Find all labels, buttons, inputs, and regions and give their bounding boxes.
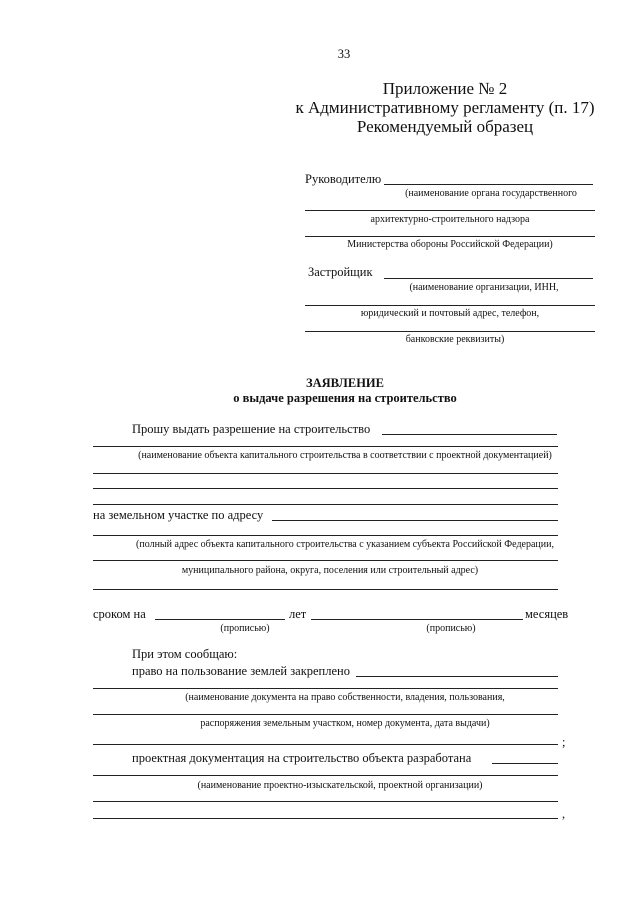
- years-label: лет: [289, 607, 307, 621]
- head-hint-2: архитектурно-строительного надзора: [370, 214, 530, 225]
- land-right-text: право на пользование землей закреплено: [132, 664, 350, 678]
- request-text: Прошу выдать разрешение на строительство: [132, 422, 371, 436]
- sample-note: Рекомендуемый образец: [356, 117, 534, 136]
- object-name-field[interactable]: [382, 434, 557, 435]
- months-label: месяцев: [525, 607, 569, 621]
- developer-name-field-2[interactable]: [305, 305, 595, 306]
- developer-name-field-3[interactable]: [305, 331, 595, 332]
- appendix-reference: к Административному регламенту (п. 17): [295, 98, 595, 117]
- land-hint-2: распоряжения земельным участком, номер документа, дата выдачи): [200, 718, 490, 729]
- address-field[interactable]: [272, 520, 558, 521]
- land-right-field-4[interactable]: [93, 744, 558, 745]
- object-name-field-2[interactable]: [93, 446, 558, 447]
- object-hint: (наименование объекта капитального строительства в соответствии с проектной документацией): [138, 450, 552, 461]
- also-text: При этом сообщаю:: [132, 647, 238, 661]
- term-months-field[interactable]: [311, 619, 523, 620]
- term-years-field[interactable]: [155, 619, 285, 620]
- address-hint-2: муниципального района, округа, поселения или строительный адрес): [181, 565, 479, 576]
- address-field-4[interactable]: [93, 589, 558, 590]
- project-docs-text: проектная документация на строительство объекта разработана: [132, 751, 472, 765]
- land-right-field-2[interactable]: [93, 688, 558, 689]
- project-org-field-2[interactable]: [93, 775, 558, 776]
- land-right-field[interactable]: [356, 676, 558, 677]
- head-label: Руководителю: [305, 172, 382, 186]
- semicolon-mark: ;: [562, 735, 566, 749]
- land-right-field-3[interactable]: [93, 714, 558, 715]
- years-in-words-hint: (прописью): [220, 623, 270, 634]
- statement-title: ЗАЯВЛЕНИЕ: [306, 376, 384, 390]
- project-org-field-3[interactable]: [93, 801, 558, 802]
- appendix-title: Приложение № 2: [382, 79, 508, 98]
- months-in-words-hint: (прописью): [426, 623, 476, 634]
- project-org-field-4[interactable]: [93, 818, 558, 819]
- developer-hint-2: юридический и почтовый адрес, телефон,: [360, 308, 540, 319]
- head-hint-1: (наименование органа государственного: [405, 188, 577, 199]
- address-label: на земельном участке по адресу: [93, 508, 264, 522]
- project-org-field[interactable]: [492, 763, 558, 764]
- land-hint-1: (наименование документа на право собственности, владения, пользования,: [185, 692, 505, 703]
- object-name-field-3[interactable]: [93, 473, 558, 474]
- page-number: 33: [337, 47, 351, 61]
- comma-mark: ,: [562, 807, 566, 821]
- developer-hint-1: (наименование организации, ИНН,: [409, 282, 559, 293]
- address-hint-1: (полный адрес объекта капитального строительства с указанием субъекта Российской Федерации,: [136, 539, 554, 550]
- developer-label: Застройщик: [308, 265, 373, 279]
- project-hint: (наименование проектно-изыскательской, проектной организации): [197, 780, 483, 791]
- object-name-field-4[interactable]: [93, 488, 558, 489]
- developer-hint-3: банковские реквизиты): [405, 334, 505, 345]
- address-field-2[interactable]: [93, 535, 558, 536]
- term-label: сроком на: [93, 607, 146, 621]
- address-field-3[interactable]: [93, 560, 558, 561]
- object-name-field-5[interactable]: [93, 504, 558, 505]
- statement-subtitle: о выдаче разрешения на строительство: [233, 391, 457, 405]
- developer-name-field[interactable]: [384, 278, 593, 279]
- head-name-field[interactable]: [384, 184, 593, 185]
- head-hint-3: Министерства обороны Российской Федерации): [347, 239, 553, 250]
- head-name-field-3[interactable]: [305, 236, 595, 237]
- head-name-field-2[interactable]: [305, 210, 595, 211]
